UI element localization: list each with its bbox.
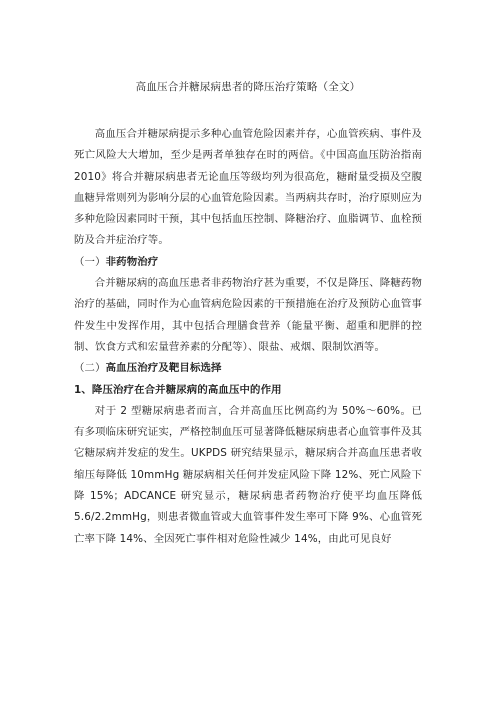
document-title: 高血压合并糖尿病患者的降压治疗策略（全文） bbox=[135, 81, 361, 93]
section-number: （一） bbox=[74, 255, 106, 268]
section-title: 非药物治疗 bbox=[105, 255, 159, 268]
section-heading-nondrug bbox=[74, 252, 422, 273]
section-heading-bp-target bbox=[74, 358, 422, 379]
subsection-heading-bp-role: 1、降压治疗在合并糖尿病的高血压中的作用 bbox=[74, 383, 282, 396]
section-title: 高血压治疗及靶目标选择 bbox=[105, 362, 222, 375]
nondrug-paragraph: 合并糖尿病的高血压患者非药物治疗甚为重要，不仅是降压、降糖药物治疗的基础，同时作为心血管病危险因素的干预措施在治疗及预防心血管事件发生中发挥作用，其中包括合理膳食营养（能量平衡、超重和肥胖的控制、饮食方式和宏量营养素的分配等）、限盐、戒烟、限制饮酒等。 bbox=[74, 277, 422, 353]
intro-paragraph: 高血压合并糖尿病提示多种心血管危险因素并存，心血管疾病、事件及死亡风险大大增加，至少是两者单独存在时的两倍。《中国高血压防治指南 2010》将合并糖尿病患者无论血压等级均列为很高危，糖耐量受损及空腹血糖异常则列为影响分层的心血管危险因素。当两病共存时，治疗原则应为多种危险因素同时干预，其中包括血压控制、降糖治疗、血脂调节、血栓预防及合并症治疗等。 bbox=[74, 128, 422, 247]
section-number: （二） bbox=[74, 362, 106, 375]
bp-role-paragraph: 对于 2 型糖尿病患者而言，合并高血压比例高约为 50%～60%。已有多项临床研究证实，严格控制血压可显著降低糖尿病患者心血管事件及其它糖尿病并发症的发生。UKPDS 研究结果显示，糖尿病合并高血压患者收缩压每降低 10mmHg 糖尿病相关任何并发症风险下降 12%、死亡风险下降 15%；ADCANCE 研究显示，糖尿病患者药物治疗使平均血压降低 5.6/2.2mmHg，则患者微血管或大血管事件发生率可下降 9%、心血管死亡率下降 14%、全因死亡事件相对危险性减少 14%，由此可见良好 bbox=[74, 404, 422, 545]
